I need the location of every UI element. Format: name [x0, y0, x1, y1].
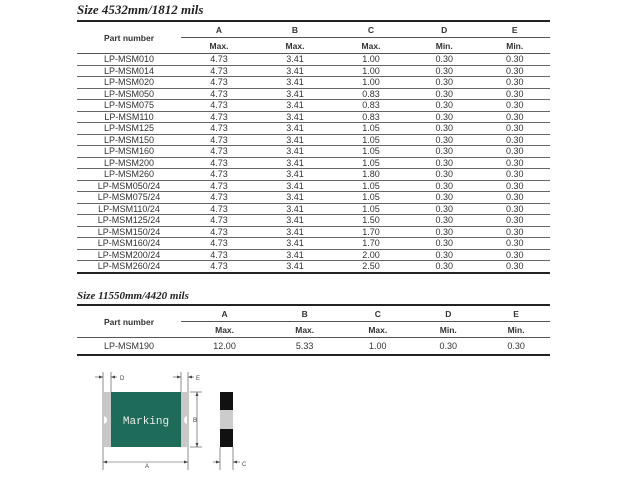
- dimension-cell: 0.30: [479, 157, 550, 169]
- dimension-cell: 4.73: [181, 54, 257, 66]
- dimension-cell: 1.05: [333, 123, 409, 135]
- col-a-header: A: [181, 21, 257, 38]
- dimension-cell: 4.73: [181, 169, 257, 181]
- dimension-cell: 3.41: [257, 180, 333, 192]
- col-b-header: B: [257, 21, 333, 38]
- dimension-cell: 1.00: [341, 338, 414, 356]
- dimension-cell: 0.30: [479, 146, 550, 158]
- dimension-cell: 1.70: [333, 226, 409, 238]
- dimension-cell: 0.30: [409, 123, 479, 135]
- dimension-cell: 4.73: [181, 65, 257, 77]
- left-terminal: [103, 392, 111, 447]
- dimension-cell: 1.50: [333, 215, 409, 227]
- part-number-cell: LP-MSM125: [77, 123, 181, 135]
- dimension-cell: 4.73: [181, 238, 257, 250]
- part-number-cell: LP-MSM160/24: [77, 238, 181, 250]
- col-b-limit: Max.: [257, 38, 333, 54]
- dimension-cell: 1.05: [333, 146, 409, 158]
- part-number-cell: LP-MSM110: [77, 111, 181, 123]
- dimension-cell: 4.73: [181, 226, 257, 238]
- side-view-top: [220, 392, 233, 410]
- dimension-cell: 2.50: [333, 261, 409, 273]
- dimension-cell: 0.30: [409, 261, 479, 273]
- dimension-cell: 4.73: [181, 180, 257, 192]
- dimension-cell: 1.80: [333, 169, 409, 181]
- dimension-cell: 4.73: [181, 88, 257, 100]
- part-number-cell: LP-MSM010: [77, 54, 181, 66]
- dimension-cell: 0.30: [479, 123, 550, 135]
- dimension-cell: 0.30: [479, 238, 550, 250]
- dimension-cell: 0.30: [409, 100, 479, 112]
- dimension-cell: 0.30: [479, 180, 550, 192]
- dimension-cell: 0.30: [409, 111, 479, 123]
- dimension-cell: 3.41: [257, 238, 333, 250]
- dimension-cell: 0.30: [479, 215, 550, 227]
- dimension-cell: 0.30: [409, 134, 479, 146]
- col-d-header: D: [414, 305, 482, 322]
- dimension-cell: 0.30: [479, 134, 550, 146]
- dimension-cell: 0.30: [479, 54, 550, 66]
- col-d-header: D: [409, 21, 479, 38]
- dimension-cell: 0.30: [409, 203, 479, 215]
- section-title-11550: Size 11550mm/4420 mils: [77, 290, 189, 302]
- dimension-cell: 0.30: [479, 77, 550, 89]
- dimension-cell: 0.83: [333, 100, 409, 112]
- part-number-cell: LP-MSM160: [77, 146, 181, 158]
- dimension-cell: 0.30: [409, 226, 479, 238]
- dimension-cell: 3.41: [257, 215, 333, 227]
- col-c-header: C: [333, 21, 409, 38]
- dimension-cell: 3.41: [257, 100, 333, 112]
- dimension-cell: 4.73: [181, 123, 257, 135]
- dimension-cell: 3.41: [257, 157, 333, 169]
- dimension-cell: 3.41: [257, 77, 333, 89]
- dimension-cell: 0.30: [479, 169, 550, 181]
- col-c-limit: Max.: [341, 322, 414, 338]
- col-a-limit: Max.: [181, 38, 257, 54]
- dimension-cell: 4.73: [181, 77, 257, 89]
- col-a-limit: Max.: [181, 322, 268, 338]
- dim-label-a: A: [145, 464, 150, 470]
- part-number-header: Part number: [77, 21, 181, 54]
- dimension-cell: 4.73: [181, 215, 257, 227]
- dimension-cell: 0.83: [333, 111, 409, 123]
- col-b-header: B: [268, 305, 341, 322]
- dimension-cell: 3.41: [257, 203, 333, 215]
- part-number-cell: LP-MSM200/24: [77, 249, 181, 261]
- dim-label-c: C: [242, 462, 247, 468]
- dimension-cell: 1.05: [333, 203, 409, 215]
- dimension-cell: 4.73: [181, 192, 257, 204]
- dimension-cell: 0.30: [409, 215, 479, 227]
- dimension-cell: 3.41: [257, 169, 333, 181]
- dimension-cell: 0.30: [479, 111, 550, 123]
- dimension-cell: 2.00: [333, 249, 409, 261]
- dimension-cell: 1.00: [333, 77, 409, 89]
- part-number-cell: LP-MSM190: [77, 338, 181, 356]
- dimension-cell: 0.30: [409, 249, 479, 261]
- dimension-cell: 3.41: [257, 226, 333, 238]
- part-number-cell: LP-MSM075: [77, 100, 181, 112]
- right-terminal: [181, 392, 188, 447]
- col-e-header: E: [482, 305, 550, 322]
- dimension-cell: 0.30: [479, 249, 550, 261]
- side-view-middle: [220, 410, 233, 429]
- dimension-cell: 0.30: [479, 192, 550, 204]
- dimension-cell: 3.41: [257, 192, 333, 204]
- part-number-cell: LP-MSM200: [77, 157, 181, 169]
- dimension-cell: 0.30: [479, 100, 550, 112]
- part-number-cell: LP-MSM110/24: [77, 203, 181, 215]
- dimension-cell: 0.30: [479, 261, 550, 273]
- dimension-cell: 3.41: [257, 54, 333, 66]
- part-number-cell: LP-MSM014: [77, 65, 181, 77]
- dimension-cell: 1.70: [333, 238, 409, 250]
- dimension-cell: 3.41: [257, 249, 333, 261]
- part-number-cell: LP-MSM050/24: [77, 180, 181, 192]
- col-c-header: C: [341, 305, 414, 322]
- dimension-cell: 4.73: [181, 111, 257, 123]
- part-number-cell: LP-MSM075/24: [77, 192, 181, 204]
- dimension-cell: 0.30: [409, 157, 479, 169]
- dimension-cell: 3.41: [257, 134, 333, 146]
- dimension-cell: 1.00: [333, 65, 409, 77]
- dimension-cell: 0.30: [409, 146, 479, 158]
- dimension-cell: 0.30: [409, 54, 479, 66]
- dimension-cell: 1.05: [333, 134, 409, 146]
- dimension-cell: 0.30: [409, 238, 479, 250]
- dimension-cell: 1.05: [333, 157, 409, 169]
- part-number-header: Part number: [77, 305, 181, 338]
- dimension-cell: 4.73: [181, 100, 257, 112]
- dimension-cell: 3.41: [257, 123, 333, 135]
- dimension-cell: 3.41: [257, 65, 333, 77]
- dim-label-d: D: [120, 376, 125, 382]
- dimension-cell: 0.30: [409, 88, 479, 100]
- dimension-cell: 3.41: [257, 261, 333, 273]
- dimension-cell: 0.30: [479, 203, 550, 215]
- col-a-header: A: [181, 305, 268, 322]
- dimension-cell: 4.73: [181, 203, 257, 215]
- dimension-cell: 0.30: [409, 77, 479, 89]
- marking-label: Marking: [122, 416, 170, 428]
- part-number-cell: LP-MSM150/24: [77, 226, 181, 238]
- col-c-limit: Max.: [333, 38, 409, 54]
- part-number-cell: LP-MSM260: [77, 169, 181, 181]
- part-number-cell: LP-MSM125/24: [77, 215, 181, 227]
- dimension-cell: 4.73: [181, 146, 257, 158]
- section-title-4532: Size 4532mm/1812 mils: [77, 2, 204, 17]
- dimension-cell: 0.83: [333, 88, 409, 100]
- dimension-cell: 0.30: [479, 88, 550, 100]
- col-e-limit: Min.: [482, 322, 550, 338]
- col-d-limit: Min.: [409, 38, 479, 54]
- dimension-cell: 1.05: [333, 180, 409, 192]
- dimension-cell: 0.30: [479, 226, 550, 238]
- part-number-cell: LP-MSM150: [77, 134, 181, 146]
- dimension-cell: 0.30: [409, 192, 479, 204]
- col-b-limit: Max.: [268, 322, 341, 338]
- col-e-header: E: [479, 21, 550, 38]
- dimension-cell: 0.30: [409, 169, 479, 181]
- dimension-cell: 0.30: [479, 65, 550, 77]
- part-number-cell: LP-MSM260/24: [77, 261, 181, 273]
- dimension-cell: 0.30: [482, 338, 550, 356]
- dim-label-e: E: [196, 376, 201, 382]
- dimension-cell: 3.41: [257, 88, 333, 100]
- dimension-cell: 1.05: [333, 192, 409, 204]
- side-view-bottom: [220, 429, 233, 447]
- dimension-cell: 1.00: [333, 54, 409, 66]
- col-e-limit: Min.: [479, 38, 550, 54]
- col-d-limit: Min.: [414, 322, 482, 338]
- dimension-cell: 3.41: [257, 111, 333, 123]
- part-number-cell: LP-MSM020: [77, 77, 181, 89]
- dimension-cell: 4.73: [181, 261, 257, 273]
- dim-label-b: B: [193, 418, 198, 424]
- dimension-cell: 12.00: [181, 338, 268, 356]
- part-number-cell: LP-MSM050: [77, 88, 181, 100]
- dimension-cell: 5.33: [268, 338, 341, 356]
- dimension-cell: 0.30: [414, 338, 482, 356]
- dimension-cell: 3.41: [257, 146, 333, 158]
- dimension-cell: 4.73: [181, 134, 257, 146]
- dimension-cell: 4.73: [181, 249, 257, 261]
- dimension-cell: 0.30: [409, 65, 479, 77]
- dimension-cell: 4.73: [181, 157, 257, 169]
- dimension-cell: 0.30: [409, 180, 479, 192]
